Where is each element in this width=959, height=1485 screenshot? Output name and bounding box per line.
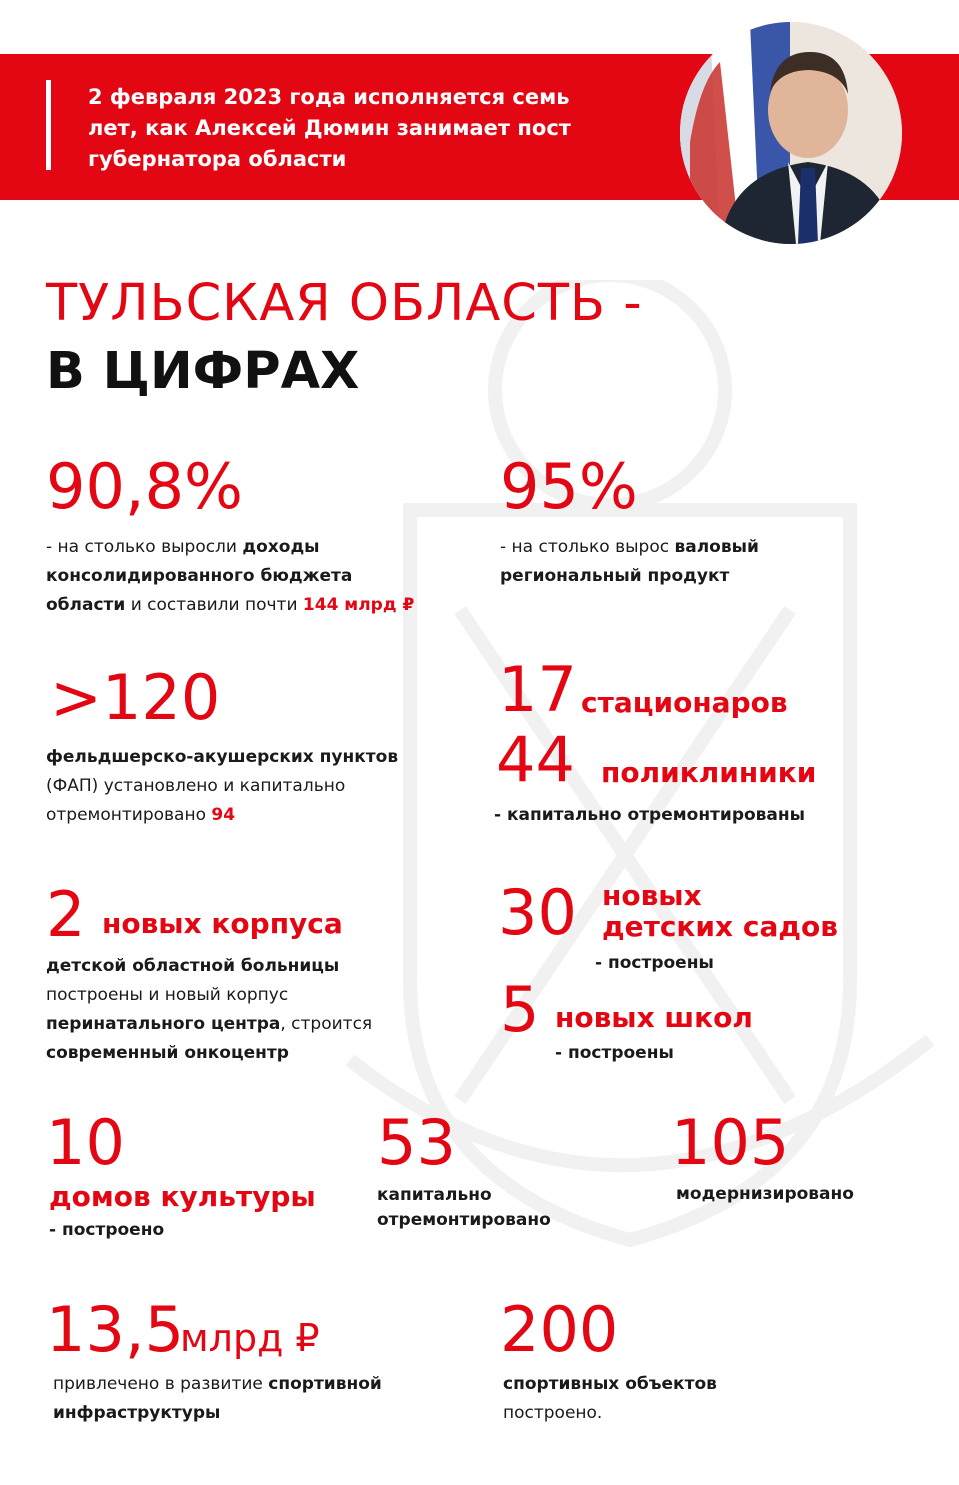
heading-line-2: В ЦИФРАХ: [46, 342, 360, 401]
stat-income-value: 90,8%: [46, 450, 243, 523]
desc-bold: перинатального центра: [46, 1014, 281, 1034]
desc-bold: доходы: [242, 537, 320, 557]
desc-bold: консолидированного бюджета: [46, 566, 353, 586]
stat-clinics-note: - капитально отремонтированы: [494, 805, 806, 825]
stat-schools-value: 5: [500, 973, 540, 1046]
stat-corpus-value: 2: [46, 878, 86, 951]
stat-repaired-label-1: капитально: [377, 1185, 492, 1205]
stat-clinics-value: 44: [496, 723, 575, 796]
desc-highlight: 144 млрд ₽: [302, 595, 415, 615]
desc-text: отремонтировано: [46, 805, 212, 825]
stat-modern-label: модернизировано: [676, 1184, 854, 1204]
desc-text: построены и новый корпус: [46, 985, 289, 1005]
stat-schools-label: новых школ: [555, 1001, 753, 1034]
stat-modern-value: 105: [671, 1106, 790, 1179]
desc-bold: фельдшерско-акушерских пунктов: [46, 747, 399, 767]
stat-fap-description: [46, 743, 466, 830]
stat-schools-note: - построены: [555, 1043, 674, 1063]
stat-kindergartens-note: - построены: [595, 953, 714, 973]
heading-line-1: ТУЛЬСКАЯ ОБЛАСТЬ -: [46, 274, 643, 333]
stat-fap-value: >120: [50, 661, 221, 734]
portrait-illustration: [680, 22, 902, 244]
stat-sport-objects-value: 200: [500, 1293, 619, 1366]
stat-corpus-label: новых корпуса: [102, 907, 343, 940]
banner-text-line: 2 февраля 2023 года исполняется семь: [88, 85, 570, 109]
stat-repaired-value: 53: [377, 1106, 456, 1179]
desc-bold: инфраструктуры: [53, 1403, 221, 1423]
desc-text: - на столько выросли: [46, 537, 243, 557]
stat-sport-money-unit: млрд ₽: [180, 1316, 320, 1360]
stat-sport-money-value: 13,5: [46, 1293, 185, 1366]
stat-hospitals-label: стационаров: [581, 686, 788, 719]
stat-grp-value: 95%: [500, 450, 638, 523]
desc-bold: валовый: [674, 537, 759, 557]
desc-bold: области: [46, 595, 126, 615]
desc-highlight: 94: [211, 805, 236, 825]
stat-grp-description: [500, 533, 920, 591]
desc-bold: современный онкоцентр: [46, 1043, 289, 1063]
governor-portrait: [680, 22, 902, 244]
desc-bold: спортивных объектов: [503, 1374, 717, 1394]
stat-hospitals-value: 17: [498, 653, 577, 726]
desc-bold: детской областной больницы: [46, 956, 340, 976]
desc-text: (ФАП) установлено и капитально: [46, 776, 346, 796]
stat-sport-money-description: [53, 1370, 473, 1428]
stat-kindergartens-label-2: детских садов: [602, 910, 838, 943]
stat-culture-note: - построено: [49, 1220, 165, 1240]
stat-sport-objects-description: [503, 1370, 923, 1428]
desc-text: - на столько вырос: [500, 537, 675, 557]
banner-accent-bar: [46, 80, 51, 170]
stat-culture-label: домов культуры: [49, 1180, 316, 1213]
desc-bold: спортивной: [268, 1374, 382, 1394]
desc-bold: региональный продукт: [500, 566, 730, 586]
banner-text-line: лет, как Алексей Дюмин занимает пост: [88, 116, 571, 140]
banner-text: [88, 82, 628, 175]
stat-clinics-label: поликлиники: [601, 756, 817, 789]
desc-text: построено.: [503, 1403, 603, 1423]
stat-repaired-label-2: отремонтировано: [377, 1210, 551, 1230]
stat-culture-value: 10: [46, 1106, 125, 1179]
stat-corpus-description: [46, 952, 466, 1068]
desc-text: , строится: [280, 1014, 373, 1034]
stat-kindergartens-value: 30: [498, 876, 577, 949]
banner-text-line: губернатора области: [88, 147, 347, 171]
desc-text: и составили почти: [125, 595, 303, 615]
stat-income-description: [46, 533, 466, 620]
desc-text: привлечено в развитие: [53, 1374, 269, 1394]
stat-kindergartens-label-1: новых: [602, 879, 702, 912]
